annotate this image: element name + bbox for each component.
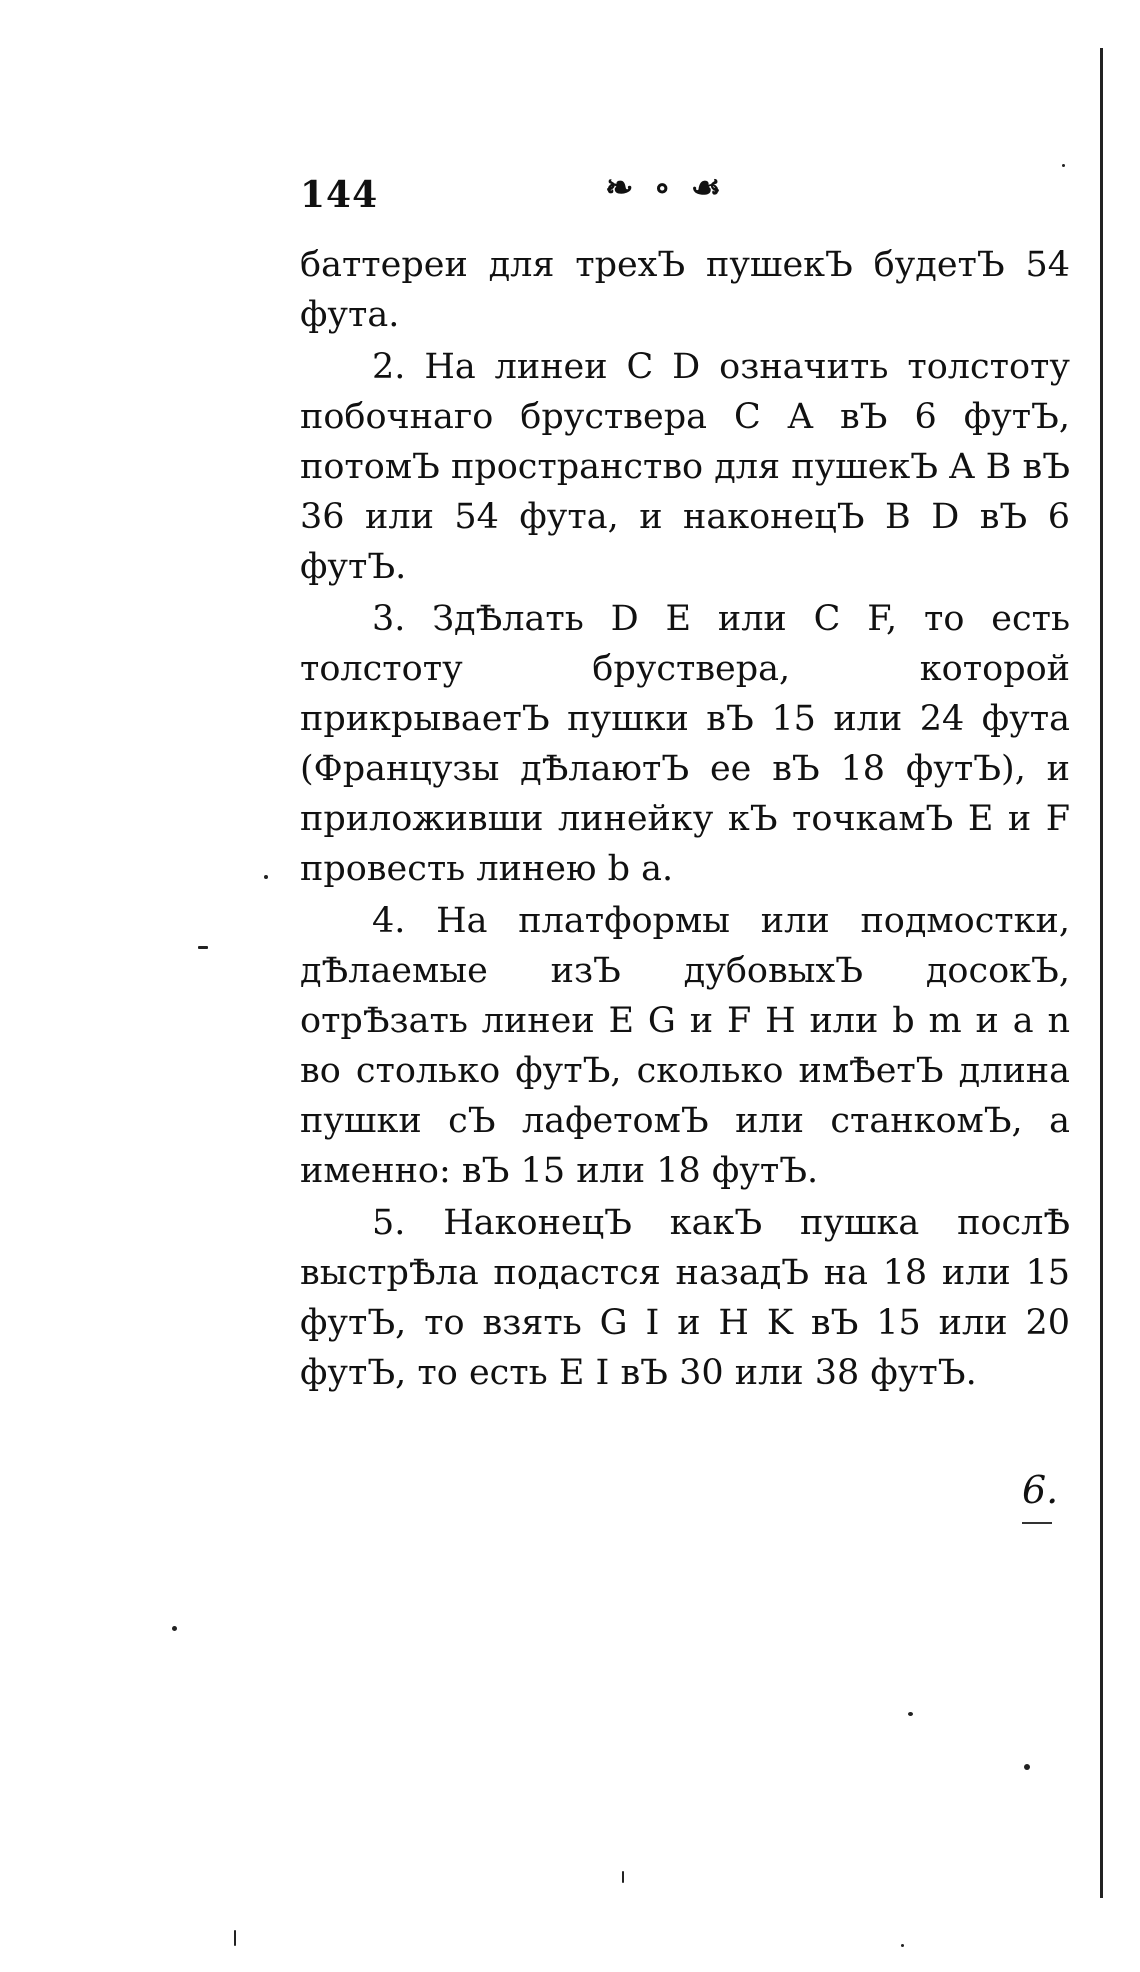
- paragraph-step-4: 4. На платформы или подмостки, дѢлаемые изЪ дубовыхЪ досокЪ, отрѢзать линеи E G и F H или b m и a n во столько футЪ, сколько имѢетЪ длина пушки сЪ лафетомЪ или станкомЪ, а именно: вЪ 15 или 18 футЪ.: [300, 901, 1070, 1191]
- page-number: 144: [300, 174, 379, 216]
- print-speck: [1024, 1764, 1030, 1770]
- print-speck: [908, 1712, 913, 1716]
- paragraph-step-2: 2. На линеи C D означить толстоту побочнаго бруствера C A вЪ 6 футЪ, потомЪ пространство для пушекЪ A B вЪ 36 или 54 фута, и наконецЪ B D вЪ 6 футЪ.: [300, 347, 1070, 587]
- catchword-rule: [1022, 1522, 1052, 1524]
- print-speck: [234, 1930, 236, 1946]
- print-speck: [264, 875, 268, 879]
- print-speck: [1062, 164, 1065, 167]
- paragraph-step-5: 5. НаконецЪ какЪ пушка послѢ выстрѢла подастся назадЪ на 18 или 15 футЪ, то взять G I и H K вЪ 15 или 20 футЪ, то есть E I вЪ 30 или 38 футЪ.: [300, 1203, 1070, 1393]
- print-speck: [172, 1626, 177, 1631]
- header-ornament-icon: ❧ ∘ ☙: [605, 168, 726, 208]
- catchword: 6.: [1022, 1468, 1059, 1512]
- print-speck: [622, 1871, 624, 1883]
- print-speck: [901, 1944, 904, 1947]
- print-speck: [198, 946, 208, 949]
- paragraph-step-3: 3. ЗдѢлать D E или C F, то есть толстоту бруствера, которой прикрываетЪ пушки вЪ 15 или 24 фута (Французы дѢлаютЪ ее вЪ 18 футЪ), и приложивши линейку кЪ точкамЪ E и F провесть линею b a.: [300, 599, 1070, 889]
- paragraph-continuation: баттереи для трехЪ пушекЪ будетЪ 54 фута.: [300, 245, 1070, 335]
- page-edge-line: [1100, 48, 1103, 1898]
- page-header: [300, 168, 1080, 228]
- body-text: [300, 240, 1070, 1400]
